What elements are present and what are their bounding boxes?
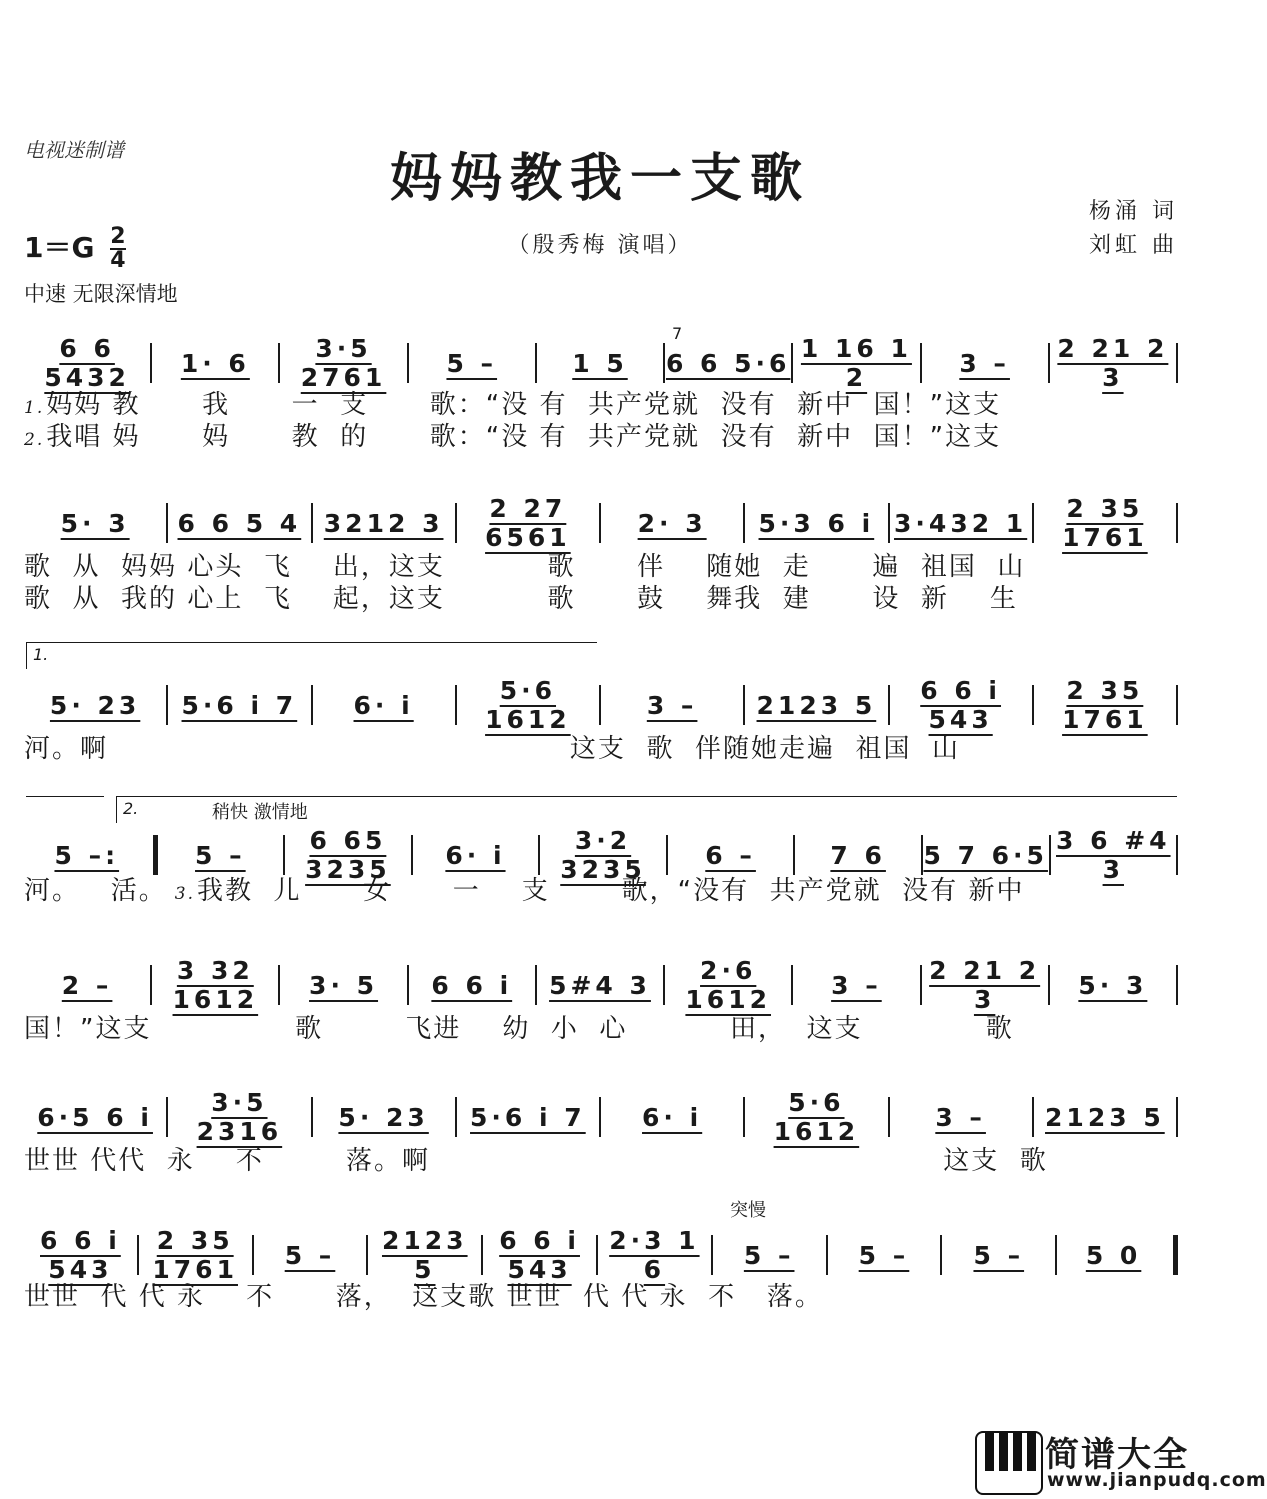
measure: 3 – bbox=[646, 690, 698, 720]
key-signature bbox=[24, 226, 126, 272]
measure: 5· 3 bbox=[1078, 970, 1148, 1000]
measure: 5·6 1612 bbox=[485, 676, 571, 734]
measure: 2 21 2 3 bbox=[1057, 334, 1169, 392]
measure: 3· 5 bbox=[309, 970, 379, 1000]
measure: 2123 5 bbox=[381, 1226, 468, 1284]
measure: 2123 5 bbox=[1045, 1102, 1165, 1132]
lyric-text: 我唱 妈 妈 教 的 歌：“没 有 共产党就 没有 新中 国！”这支 bbox=[46, 422, 1002, 452]
measure: 3 32 1612 bbox=[172, 956, 259, 1014]
measure: 6 6 i 543 bbox=[499, 1226, 580, 1284]
measure: 6 65 3235 bbox=[305, 826, 391, 884]
piano-keys-icon bbox=[975, 1431, 1043, 1495]
measure: 6· i bbox=[353, 690, 414, 720]
lyric-line: 世世 代代 永 不 落。啊 这支 歌 bbox=[24, 1146, 1048, 1176]
logo-text: 简谱大全 bbox=[1045, 1435, 1189, 1475]
measure: 6 6 5432 bbox=[44, 334, 130, 392]
lyricist-credit: 杨涌 词 bbox=[1089, 199, 1178, 224]
measure: 6 – bbox=[705, 840, 756, 870]
lyric-line-v1: 歌 从 妈妈 心头 飞 出，这支 歌 伴 随她 走 遍 祖国 山 bbox=[24, 552, 1026, 582]
measure: 2123 5 bbox=[756, 690, 877, 720]
site-logo bbox=[975, 1427, 1267, 1495]
measure: 6· i bbox=[445, 840, 506, 870]
tempo-marking: 中速 无限深情地 bbox=[24, 282, 178, 306]
measure: 5 0 bbox=[1085, 1240, 1142, 1270]
measure: 3·5 2316 bbox=[196, 1088, 283, 1146]
volta-label: 2. bbox=[123, 799, 139, 818]
measure: 2 27 6561 bbox=[485, 494, 571, 552]
measure: 3·432 1 bbox=[894, 508, 1028, 538]
time-signature bbox=[110, 226, 125, 272]
measure: 3·5 2761 bbox=[300, 334, 387, 392]
volta-label: 1. bbox=[33, 645, 49, 664]
measure: 6· i bbox=[642, 1102, 703, 1132]
measure: 3 – bbox=[959, 348, 1010, 378]
measure: 2·6 1612 bbox=[685, 956, 771, 1014]
measure: 2· 3 bbox=[637, 508, 707, 538]
score-row-2 bbox=[24, 494, 1178, 552]
measure: 1 5 bbox=[572, 348, 628, 378]
measure: 5· 3 bbox=[60, 508, 130, 538]
verse-number: 1. bbox=[24, 398, 45, 418]
measure: 2 21 2 3 bbox=[929, 956, 1041, 1014]
measure: 5 – bbox=[743, 1240, 795, 1270]
lyric-line: 河。啊 这支 歌 伴随她走遍 祖国 山 bbox=[24, 734, 961, 764]
measure: 5 – bbox=[446, 348, 498, 378]
measure: 5·6 i 7 bbox=[181, 690, 298, 720]
measure: 2 35 1761 bbox=[1062, 494, 1148, 552]
measure: 1 16 1 2 bbox=[800, 334, 912, 392]
measure: 6·5 6 i bbox=[37, 1102, 153, 1132]
measure: 2 35 1761 bbox=[152, 1226, 238, 1284]
score-row-6 bbox=[24, 1088, 1178, 1146]
measure: 5 – bbox=[195, 840, 246, 870]
lyric-line: 国！”这支 歌 飞进 幼 小 心 田， 这支 歌 bbox=[24, 1014, 1014, 1044]
measure: 5 – bbox=[284, 1240, 336, 1270]
measure: 3212 3 bbox=[323, 508, 444, 538]
composer-credit: 刘虹 曲 bbox=[1089, 233, 1178, 258]
measure: 5 – bbox=[973, 1240, 1025, 1270]
key-label: 1＝G bbox=[24, 231, 95, 264]
lyric-line-v2: 歌 从 我的 心上 飞 起，这支 歌 鼓 舞我 建 设 新 生 bbox=[24, 584, 1018, 614]
measure: 5 –: bbox=[54, 840, 120, 870]
lyric-line bbox=[24, 870, 1024, 907]
measure: 6 6 i 543 bbox=[920, 676, 1002, 734]
lyric-text: 妈妈 教 我 一 支 歌：“没 有 共产党就 没有 新中 国！”这支 bbox=[46, 390, 1002, 420]
measure: 6 6 i 543 bbox=[40, 1226, 121, 1284]
verse-number: 2. bbox=[24, 430, 45, 450]
measure: 3·2 3235 bbox=[560, 826, 646, 884]
time-top: 2 bbox=[110, 224, 126, 249]
first-ending-bracket-cont bbox=[26, 796, 104, 823]
measure: 2 35 1761 bbox=[1062, 676, 1148, 734]
measure: 5·3 6 i bbox=[758, 508, 875, 538]
measure: 5· 23 bbox=[49, 690, 141, 720]
measure: 5· 23 bbox=[338, 1102, 429, 1132]
measure: 3 – bbox=[831, 970, 882, 1000]
song-title: 妈妈教我一支歌 bbox=[389, 148, 810, 209]
measure: 5·6 1612 bbox=[773, 1088, 860, 1146]
measure: 3 6 #4 3 bbox=[1056, 826, 1171, 884]
measure: 7 6 bbox=[830, 840, 886, 870]
measure: 2·3 1 6 bbox=[609, 1226, 700, 1284]
lyric-line: 世世 代 代 永 不 落， 这支歌 世世 代 代 永 不 落。 bbox=[24, 1282, 823, 1312]
verse-number: 3. bbox=[174, 884, 196, 904]
measure: 2 – bbox=[61, 970, 113, 1000]
measure: 5 7 6·5 bbox=[923, 840, 1048, 870]
fermata-slow-marking: 突慢 bbox=[730, 1200, 766, 1221]
grace-note: 7 bbox=[672, 324, 683, 343]
score-row-5 bbox=[24, 956, 1178, 1014]
measure: 3 – bbox=[935, 1102, 986, 1132]
measure: 6 6 5·6 bbox=[665, 348, 791, 378]
transcriber-credit: 电视迷制谱 bbox=[24, 138, 124, 162]
measure: 6 6 i bbox=[431, 970, 513, 1000]
measure: 6 6 5 4 bbox=[177, 508, 302, 538]
measure: 5·6 i 7 bbox=[470, 1102, 586, 1132]
time-bottom: 4 bbox=[110, 248, 126, 273]
score-row-3 bbox=[24, 676, 1178, 734]
measure: 5#4 3 bbox=[549, 970, 651, 1000]
tempo-change-marking: 稍快 激情地 bbox=[212, 802, 308, 823]
first-ending-bracket bbox=[26, 642, 597, 669]
logo-url: www.jianpudq.com bbox=[1047, 1469, 1267, 1491]
measure: 1· 6 bbox=[180, 348, 250, 378]
lyric-line-v2 bbox=[24, 416, 1001, 453]
measure: 5 – bbox=[858, 1240, 910, 1270]
performer-note: （殷秀梅 演唱） bbox=[507, 233, 693, 258]
lyric-text: 我教 儿 女 一 支 歌，“没有 共产党就 没有 新中 bbox=[197, 876, 1025, 906]
lyric-text: 河。 活。 bbox=[24, 876, 167, 906]
